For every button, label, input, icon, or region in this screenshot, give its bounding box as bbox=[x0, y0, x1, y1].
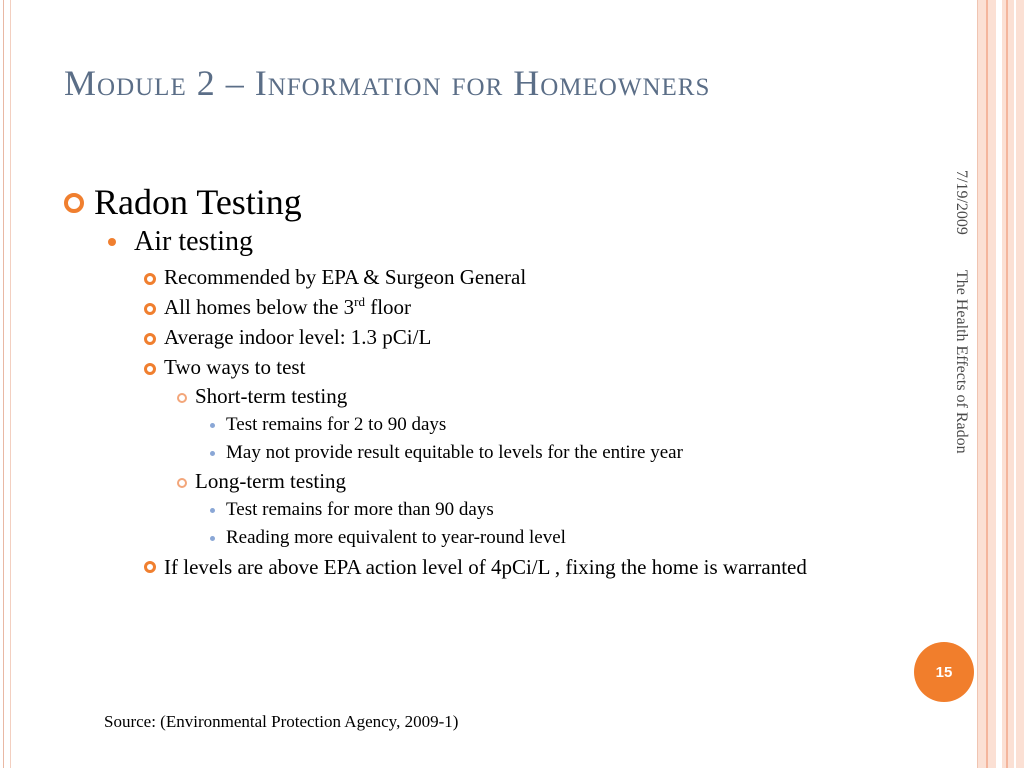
left-border-line bbox=[10, 0, 11, 768]
point-text: Test remains for 2 to 90 days bbox=[226, 414, 447, 435]
point-text: Long-term testing bbox=[195, 469, 347, 493]
point-text: Reading more equivalent to year-round level bbox=[226, 527, 566, 548]
dot-bullet-icon bbox=[108, 238, 116, 246]
point-text: Short-term testing bbox=[195, 384, 348, 408]
bullet-level-3 bbox=[64, 322, 884, 352]
point-text: Average indoor level: 1.3 pCi/L bbox=[164, 325, 432, 349]
left-border bbox=[0, 0, 4, 768]
bullet-level-4 bbox=[64, 382, 884, 411]
dot-bullet-icon bbox=[210, 536, 215, 541]
dot-bullet-icon bbox=[210, 508, 215, 513]
bullet-level-3 bbox=[64, 352, 884, 382]
point-text: Test remains for more than 90 days bbox=[226, 499, 494, 520]
subheading-text: Air testing bbox=[134, 226, 253, 257]
stripe-line bbox=[977, 0, 978, 768]
bullet-level-3 bbox=[64, 262, 884, 292]
dot-bullet-icon bbox=[210, 423, 215, 428]
stripe-line bbox=[1014, 0, 1016, 768]
bullet-level-5 bbox=[64, 496, 884, 524]
slide-footer: The Health Effects of Radon bbox=[953, 270, 970, 454]
ring-bullet-icon bbox=[177, 478, 187, 488]
stripe-line bbox=[1006, 0, 1008, 768]
point-text: All homes below the 3 bbox=[164, 295, 355, 319]
page-number-badge bbox=[914, 642, 974, 702]
bullet-level-5 bbox=[64, 439, 884, 467]
point-text: If levels are above EPA action level of 4pCi/L , fixing the home is warranted bbox=[164, 555, 807, 579]
point-text: May not provide result equitable to levels for the entire year bbox=[226, 442, 683, 463]
bullet-level-3 bbox=[64, 552, 884, 578]
ring-bullet-icon bbox=[144, 303, 156, 315]
point-text: Recommended by EPA & Surgeon General bbox=[164, 265, 527, 289]
ring-bullet-icon bbox=[64, 193, 84, 213]
right-decorative-stripes bbox=[978, 0, 1024, 768]
page-number: 15 bbox=[935, 663, 953, 681]
point-text: floor bbox=[364, 295, 412, 319]
bullet-level-2 bbox=[64, 222, 884, 262]
bullet-level-1 bbox=[64, 178, 884, 226]
ring-bullet-icon bbox=[177, 393, 187, 403]
point-text: Two ways to test bbox=[164, 355, 306, 379]
ring-bullet-icon bbox=[144, 561, 156, 573]
superscript-text: rd bbox=[354, 294, 365, 309]
bullet-level-3 bbox=[64, 292, 884, 322]
slide-date: 7/19/2009 bbox=[953, 170, 970, 235]
source-citation: Source: (Environmental Protection Agency, 2009-1) bbox=[104, 712, 459, 731]
stripe-line bbox=[996, 0, 1002, 768]
bullet-level-5 bbox=[64, 411, 884, 439]
slide-content bbox=[64, 178, 884, 578]
slide-title: Module 2 – Information for Homeowners bbox=[64, 63, 711, 103]
stripe-line bbox=[986, 0, 988, 768]
bullet-level-5 bbox=[64, 524, 884, 552]
ring-bullet-icon bbox=[144, 333, 156, 345]
bullet-level-4 bbox=[64, 467, 884, 496]
ring-bullet-icon bbox=[144, 273, 156, 285]
ring-bullet-icon bbox=[144, 363, 156, 375]
heading-text: Radon Testing bbox=[94, 182, 302, 222]
dot-bullet-icon bbox=[210, 451, 215, 456]
